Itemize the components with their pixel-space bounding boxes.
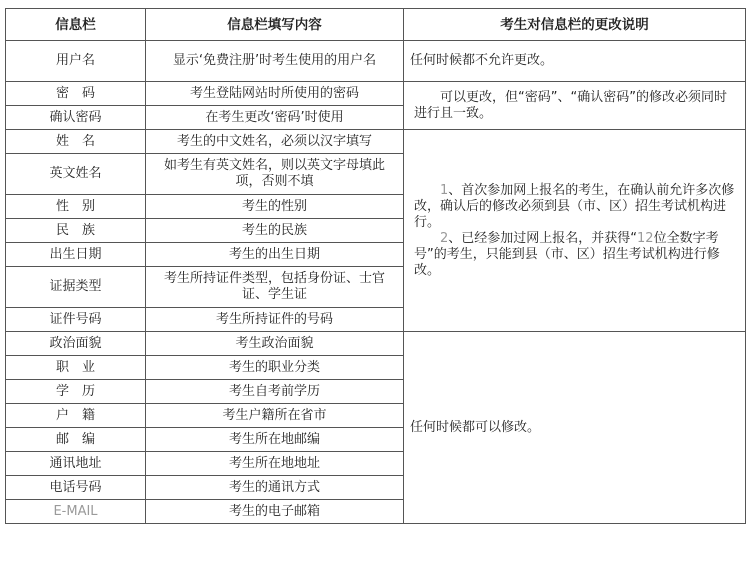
table-row	[6, 130, 746, 154]
table-row	[6, 41, 746, 82]
field-content: 考生政治面貌	[146, 332, 404, 356]
field-name: 证据类型	[6, 267, 146, 308]
table-row	[6, 82, 746, 106]
note-other: 任何时候都可以修改。	[404, 332, 746, 524]
field-name: 职 业	[6, 356, 146, 380]
field-name: 学 历	[6, 380, 146, 404]
field-name: 户 籍	[6, 404, 146, 428]
note-personal-para-2: 2、已经参加过网上报名，并获得“12位全数字考号”的考生，只能到县（市、区）招生考试机构进行修改。	[414, 230, 720, 278]
field-name: 政治面貌	[6, 332, 146, 356]
note-personal-para-1: 1、首次参加网上报名的考生，在确认前允许多次修改，确认后的修改必须到县（市、区）招生考试机构进行。	[414, 182, 735, 230]
field-content: 考生所持证件的号码	[146, 308, 404, 332]
field-name: 确认密码	[6, 106, 146, 130]
field-name: 民 族	[6, 219, 146, 243]
field-name: 英文姓名	[6, 154, 146, 195]
note-password	[404, 82, 746, 130]
field-content: 在考生更改‘密码’时使用	[146, 106, 404, 130]
field-content: 考生户籍所在省市	[146, 404, 404, 428]
field-content: 考生自考前学历	[146, 380, 404, 404]
field-name: 姓 名	[6, 130, 146, 154]
field-content: 考生的性别	[146, 195, 404, 219]
field-content: 考生所在地邮编	[146, 428, 404, 452]
field-content: 考生的出生日期	[146, 243, 404, 267]
field-name: 密 码	[6, 82, 146, 106]
field-name: 性 别	[6, 195, 146, 219]
field-name: 通讯地址	[6, 452, 146, 476]
info-field-table	[5, 8, 746, 524]
field-name: 用户名	[6, 41, 146, 82]
header-row	[6, 9, 746, 41]
field-name: 电话号码	[6, 476, 146, 500]
field-content: 考生的电子邮箱	[146, 500, 404, 524]
header-field: 信息栏	[6, 9, 146, 41]
note-digits: 12	[637, 230, 654, 246]
note-number: 1	[440, 182, 449, 198]
field-name: 邮 编	[6, 428, 146, 452]
field-content: 考生的通讯方式	[146, 476, 404, 500]
header-content: 信息栏填写内容	[146, 9, 404, 41]
field-name: 出生日期	[6, 243, 146, 267]
field-content: 考生的中文姓名，必须以汉字填写	[146, 130, 404, 154]
field-content: 考生所在地地址	[146, 452, 404, 476]
table-row	[6, 332, 746, 356]
field-content: 考生登陆网站时所使用的密码	[146, 82, 404, 106]
field-name: E-MAIL	[6, 500, 146, 524]
field-content: 考生的民族	[146, 219, 404, 243]
field-content: 显示‘免费注册’时考生使用的用户名	[146, 41, 404, 82]
header-change-note: 考生对信息栏的更改说明	[404, 9, 746, 41]
note-username: 任何时候都不允许更改。	[404, 41, 746, 82]
field-content: 考生所持证件类型，包括身份证、士官证、学生证	[146, 267, 404, 308]
note-password-text: 可以更改，但“密码”、“确认密码”的修改必须同时进行且一致。	[414, 89, 727, 121]
note-number: 2	[440, 230, 449, 246]
field-content: 考生的职业分类	[146, 356, 404, 380]
note-personal-info	[404, 130, 746, 332]
field-content: 如考生有英文姓名，则以英文字母填此项，否则不填	[146, 154, 404, 195]
field-name: 证件号码	[6, 308, 146, 332]
